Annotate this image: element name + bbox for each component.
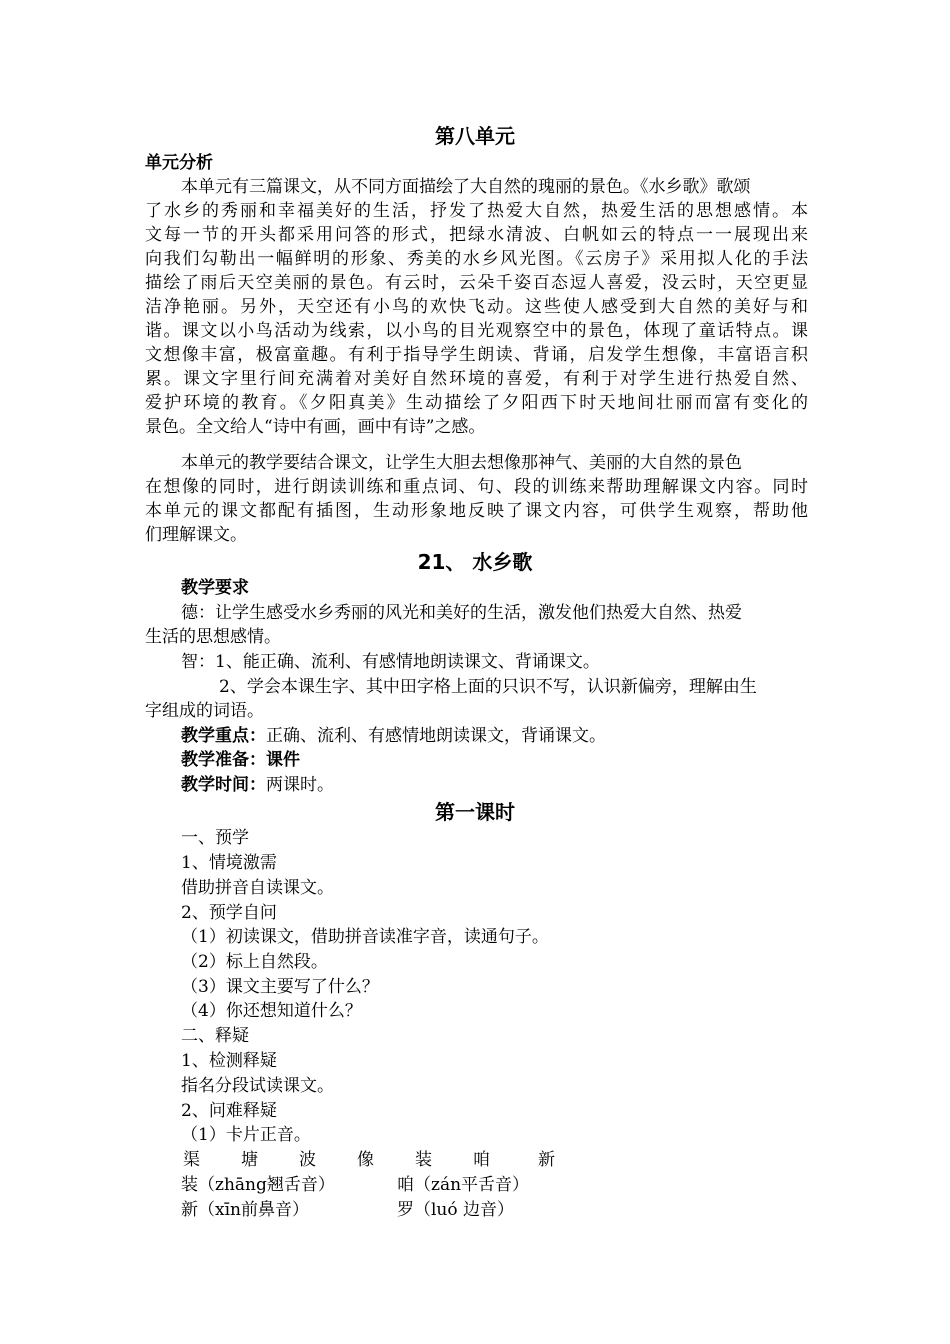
- pronunciation-note: 咱（zán平舌音）: [397, 1175, 530, 1195]
- character-card-row: [183, 1148, 563, 1172]
- preparation-value: 课件: [266, 750, 300, 770]
- period-line: （2）标上自然段。: [181, 952, 328, 972]
- period-line: 借助拼音自读课文。: [181, 878, 334, 898]
- period-line: 2、问难释疑: [181, 1101, 277, 1121]
- analysis-p1-line: 文想像丰富，极富童趣。有利于指导学生朗读、背诵，启发学生想像，丰富语言积: [145, 345, 808, 365]
- period-line: （1）初读课文，借助拼音读准字音，读通句子。: [181, 927, 549, 947]
- analysis-p2-line: 本单元的课文都配有插图，生动形象地反映了课文内容，可供学生观察，帮助他: [145, 501, 808, 521]
- period-line: 2、预学自问: [181, 903, 277, 923]
- unit-analysis-heading: 单元分析: [145, 153, 213, 173]
- analysis-p1-line: 爱护环境的教育。《夕阳真美》生动描绘了夕阳西下时天地间壮丽而富有变化的: [145, 393, 808, 413]
- character-card: 像: [357, 1150, 374, 1170]
- analysis-p1-line: 谐。课文以小鸟活动为线索，以小鸟的目光观察空中的景色，体现了童话特点。课: [145, 321, 808, 341]
- teaching-time-row: [181, 773, 334, 797]
- teaching-time-value: 两课时。: [266, 775, 334, 795]
- character-card: 渠: [183, 1150, 200, 1170]
- pronunciation-note: 装（zhāng翘舌音）: [181, 1175, 335, 1195]
- analysis-p2-line: 在想像的同时，进行朗读训练和重点词、句、段的训练来帮助理解课文内容。同时: [145, 477, 808, 497]
- intellect-goal-2-line: 字组成的词语。: [145, 701, 264, 721]
- period-line: （1）卡片正音。: [181, 1125, 311, 1145]
- analysis-p1-line: 描绘了雨后天空美丽的景色。有云时，云朵千姿百态逗人喜爱，没云时，天空更显: [145, 273, 808, 293]
- period-line: 1、检测释疑: [181, 1051, 277, 1071]
- period-line: 一、预学: [181, 828, 249, 848]
- period-line: 指名分段试读课文。: [181, 1076, 334, 1096]
- analysis-p1-line: 本单元有三篇课文，从不同方面描绘了大自然的瑰丽的景色。《水乡歌》歌颂: [181, 177, 751, 197]
- character-card: 咱: [473, 1150, 490, 1170]
- pronunciation-note: 新（xīn前鼻音）: [181, 1200, 309, 1220]
- period-line: （4）你还想知道什么？: [181, 1001, 362, 1021]
- lesson-title: 21、 水乡歌: [417, 550, 533, 574]
- unit-title: 第八单元: [435, 124, 515, 148]
- character-card: 新: [538, 1150, 555, 1170]
- analysis-p1-line: 向我们勾勒出一幅鲜明的形象、秀美的水乡风光图。《云房子》采用拟人化的手法: [145, 249, 808, 269]
- analysis-p1-line: 洁净艳丽。另外，天空还有小鸟的欢快飞动。这些使人感受到大自然的美好与和: [145, 297, 808, 317]
- intellect-goal-2-line: 2、学会本课生字、其中田字格上面的只识不写，认识新偏旁，理解由生: [219, 677, 757, 697]
- key-points-label: 教学重点：: [181, 726, 266, 746]
- pronunciation-note: 罗（luó 边音）: [397, 1200, 515, 1220]
- intellect-goal-1: 智：1、能正确、流利、有感情地朗读课文、背诵课文。: [181, 652, 600, 672]
- moral-goal-line: 生活的思想感情。: [145, 627, 281, 647]
- teaching-time-label: 教学时间：: [181, 775, 266, 795]
- teaching-requirements-heading: 教学要求: [181, 578, 249, 598]
- analysis-p1-line: 累。课文字里行间充满着对美好自然环境的喜爱，有利于对学生进行热爱自然、: [145, 369, 808, 389]
- period-title: 第一课时: [435, 800, 515, 824]
- key-points-row: [181, 724, 606, 748]
- analysis-p1-line: 文每一节的开头都采用问答的形式，把绿水清波、白帆如云的特点一一展现出来: [145, 225, 808, 245]
- character-card: 塘: [241, 1150, 258, 1170]
- period-line: 二、释疑: [181, 1026, 249, 1046]
- period-line: 1、情境激需: [181, 853, 277, 873]
- preparation-row: [181, 748, 300, 772]
- analysis-p1-line: 了水乡的秀丽和幸福美好的生活，抒发了热爱大自然，热爱生活的思想感情。本: [145, 201, 808, 221]
- analysis-p1-line: 景色。全文给人“诗中有画，画中有诗”之感。: [145, 417, 486, 437]
- preparation-label: 教学准备：: [181, 750, 266, 770]
- character-card: 波: [299, 1150, 316, 1170]
- period-line: （3）课文主要写了什么？: [181, 977, 379, 997]
- analysis-p2-line: 本单元的教学要结合课文，让学生大胆去想像那神气、美丽的大自然的景色: [181, 453, 742, 473]
- key-points-value: 正确、流利、有感情地朗读课文，背诵课文。: [266, 726, 606, 746]
- moral-goal-line: 德：让学生感受水乡秀丽的风光和美好的生活，激发他们热爱大自然、热爱: [181, 603, 742, 623]
- analysis-p2-line: 们理解课文。: [145, 525, 247, 545]
- character-card: 装: [415, 1150, 432, 1170]
